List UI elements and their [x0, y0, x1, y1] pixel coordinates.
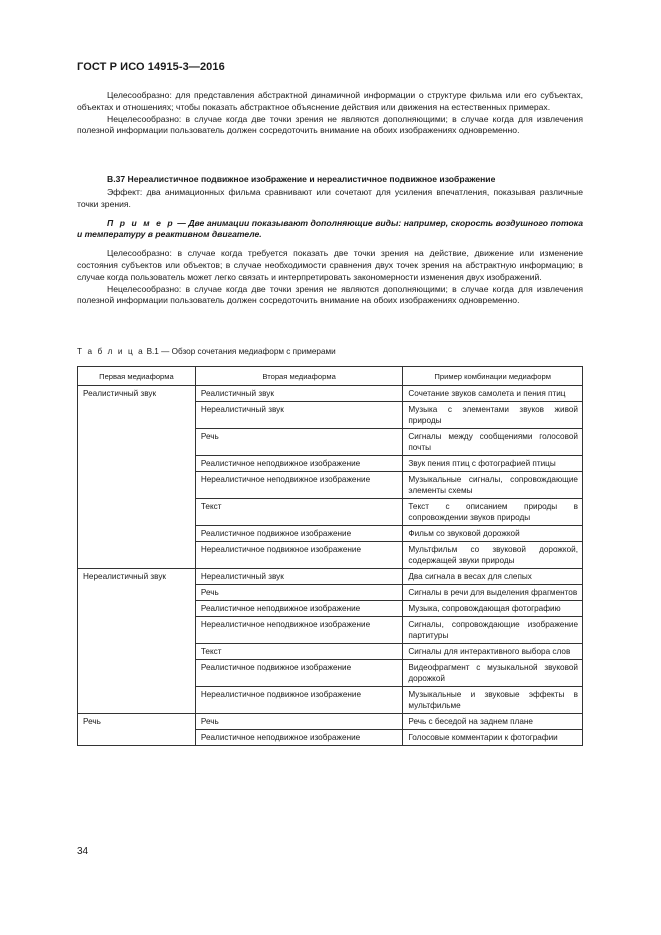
example-label: П р и м е р — [107, 217, 175, 228]
example-cell: Сигналы между сообщениями голосовой почты — [403, 429, 583, 456]
example-paragraph — [77, 218, 583, 242]
second-media-cell: Речь — [195, 429, 403, 456]
paragraph-appropriate-1: Целесообразно: для представления абстрактной динамичной информации о структуре фильма или его субъектах, объектах и отношениях; чтобы показать абстрактное объяснение действия или движения на естественных примерах. — [77, 90, 583, 112]
second-media-cell: Нереалистичный звук — [195, 402, 403, 429]
second-media-cell: Реалистичное неподвижное изображение — [195, 456, 403, 472]
example-cell: Музыкальные сигналы, сопровождающие элементы схемы — [403, 472, 583, 499]
second-media-cell: Речь — [195, 714, 403, 730]
table-caption-title: В.1 — Обзор сочетания медиаформ с примерами — [144, 347, 336, 356]
example-cell: Мультфильм со звуковой дорожкой, содержащей звуки природы — [403, 542, 583, 569]
table-caption-prefix: Т а б л и ц а — [77, 347, 145, 356]
example-cell: Сигналы в речи для выделения фрагментов — [403, 585, 583, 601]
first-media-cell: Реалистичный звук — [78, 386, 196, 569]
paragraph-inappropriate-1: Нецелесообразно: в случае когда две точки зрения не являются дополняющими; в случае когда для извлечения полезной информации пользователь должен сосредоточить внимание на обоих изображениях одновременно. — [77, 113, 583, 136]
header-second-media: Вторая медиаформа — [195, 367, 403, 386]
table-caption — [77, 347, 336, 356]
second-media-cell: Реалистичный звук — [195, 386, 403, 402]
example-cell: Текст с описанием природы в сопровождении звуков природы — [403, 499, 583, 526]
second-media-cell: Нереалистичное подвижное изображение — [195, 687, 403, 714]
second-media-cell: Нереалистичное неподвижное изображение — [195, 472, 403, 499]
second-media-cell: Реалистичное подвижное изображение — [195, 660, 403, 687]
table-row — [78, 714, 583, 730]
first-media-cell: Речь — [78, 714, 196, 746]
header-example: Пример комбинации медиаформ — [403, 367, 583, 386]
paragraph-inappropriate-2: Нецелесообразно: в случае когда две точки зрения не являются дополняющими; в случае когда для извлечения полезной информации пользователь должен сосредоточить внимание на обоих изображениях одновременно. — [77, 283, 583, 306]
second-media-cell: Нереалистичное подвижное изображение — [195, 542, 403, 569]
example-cell: Сигналы, сопровождающие изображение партитуры — [403, 617, 583, 644]
table-row — [78, 569, 583, 585]
document-header: ГОСТ Р ИСО 14915-3—2016 — [77, 61, 225, 73]
paragraph-effect: Эффект: два анимационных фильма сравнивают или сочетают для усиления впечатления, показывая различные точки зрения. — [77, 187, 583, 209]
body-block-2 — [77, 187, 583, 307]
header-first-media: Первая медиаформа — [78, 367, 196, 386]
example-cell: Два сигнала в весах для слепых — [403, 569, 583, 585]
example-cell: Музыкальные и звуковые эффекты в мультфильме — [403, 687, 583, 714]
second-media-cell: Текст — [195, 499, 403, 526]
example-cell: Сигналы для интерактивного выбора слов — [403, 644, 583, 660]
example-cell: Голосовые комментарии к фотографии — [403, 730, 583, 746]
example-cell: Музыка с элементами звуков живой природы — [403, 402, 583, 429]
example-text: — Две анимации показывают дополняющие виды: например, скорость воздушного потока и температуру в реактивном двигателе. — [77, 217, 583, 240]
second-media-cell: Реалистичное неподвижное изображение — [195, 730, 403, 746]
second-media-cell: Реалистичное неподвижное изображение — [195, 601, 403, 617]
second-media-cell: Речь — [195, 585, 403, 601]
table-row — [78, 386, 583, 402]
media-combination-table — [77, 366, 583, 746]
paragraph-appropriate-2: Целесообразно: в случае когда требуется показать две точки зрения на действие, движение или изменение состояния субъектов или объектов; в случае необходимости сравнения двух точек зрения на абстрактную информацию; в случае когда пользователь может легко связать и интерпретировать закономерности изменения двух изображений. — [77, 248, 583, 282]
second-media-cell: Нереалистичное неподвижное изображение — [195, 617, 403, 644]
body-block-1 — [77, 90, 583, 137]
example-cell: Видеофрагмент с музыкальной звуковой дорожкой — [403, 660, 583, 687]
second-media-cell: Реалистичное подвижное изображение — [195, 526, 403, 542]
example-cell: Речь с беседой на заднем плане — [403, 714, 583, 730]
second-media-cell: Нереалистичный звук — [195, 569, 403, 585]
section-heading: B.37 Нереалистичное подвижное изображение и нереалистичное подвижное изображение — [107, 174, 496, 184]
example-cell: Звук пения птиц с фотографией птицы — [403, 456, 583, 472]
example-cell: Фильм со звуковой дорожкой — [403, 526, 583, 542]
example-cell: Сочетание звуков самолета и пения птиц — [403, 386, 583, 402]
page-number: 34 — [77, 846, 89, 857]
second-media-cell: Текст — [195, 644, 403, 660]
example-cell: Музыка, сопровождающая фотографию — [403, 601, 583, 617]
first-media-cell: Нереалистичный звук — [78, 569, 196, 714]
table-header-row — [78, 367, 583, 386]
